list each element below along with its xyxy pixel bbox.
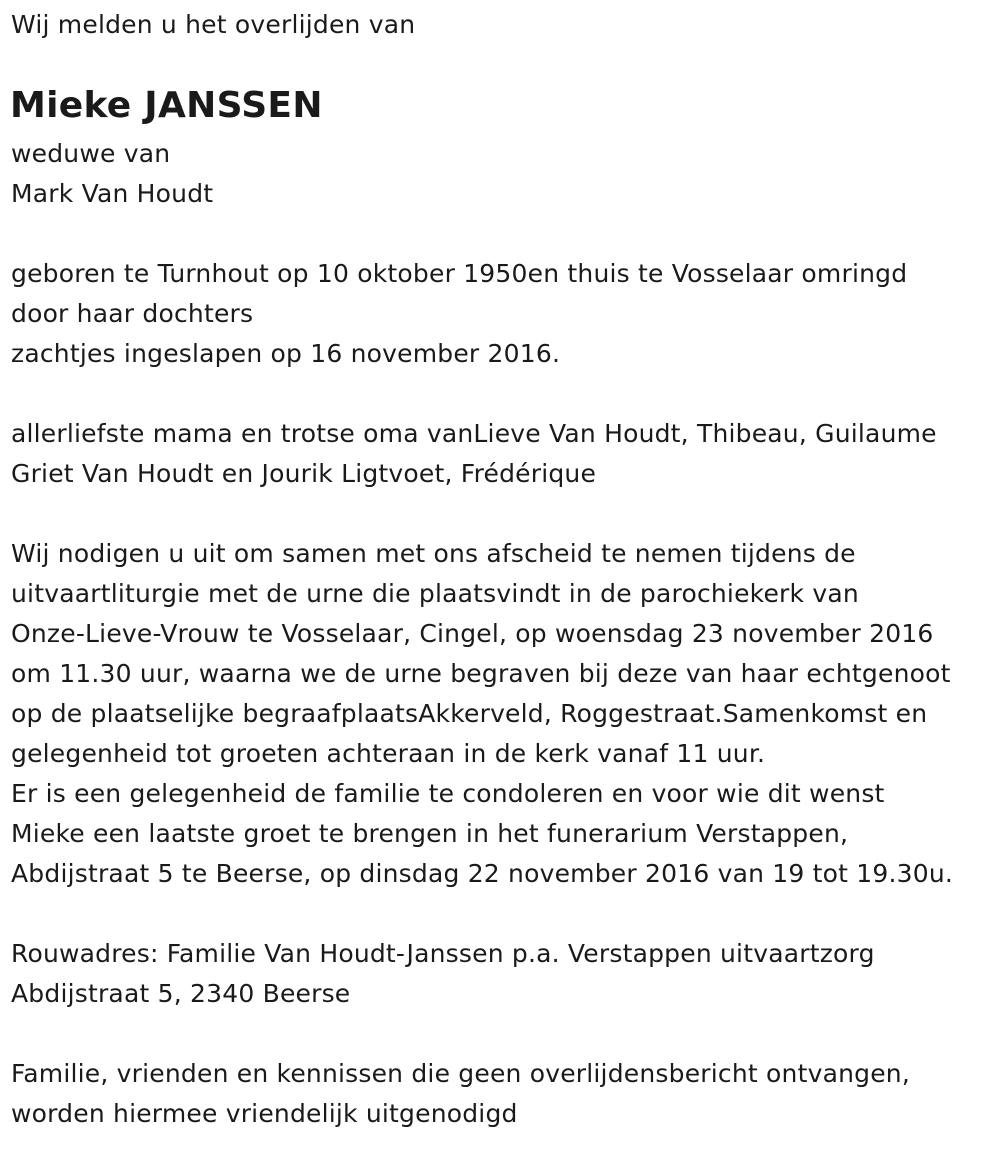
- closing-line: worden hiermee vriendelijk uitgenodigd: [11, 1099, 518, 1128]
- ceremony-line: op de plaatselijke begraafplaatsAkkerveld, Roggestraat.Samenkomst en: [11, 699, 928, 728]
- address-line: Abdijstraat 5, 2340 Beerse: [11, 979, 351, 1008]
- ceremony-line: om 11.30 uur, waarna we de urne begraven bij deze van haar echtgenoot: [11, 659, 951, 688]
- birth-death-line: geboren te Turnhout op 10 oktober 1950en thuis te Vosselaar omringd: [11, 259, 908, 288]
- relation-text: weduwe van: [11, 139, 171, 168]
- ceremony-line: Wij nodigen u uit om samen met ons afscheid te nemen tijdens de: [11, 539, 856, 568]
- family-line: Griet Van Houdt en Jourik Ligtvoet, Frédérique: [11, 459, 597, 488]
- birth-death-line: zachtjes ingeslapen op 16 november 2016.: [11, 339, 561, 368]
- family-line: allerliefste mama en trotse oma vanLieve Van Houdt, Thibeau, Guilaume: [11, 419, 937, 448]
- deceased-name: Mieke JANSSEN: [10, 85, 323, 126]
- ceremony-line: Onze-Lieve-Vrouw te Vosselaar, Cingel, op woensdag 23 november 2016: [11, 619, 934, 648]
- birth-death-line: door haar dochters: [11, 299, 254, 328]
- closing-line: Familie, vrienden en kennissen die geen overlijdensbericht ontvangen,: [11, 1059, 910, 1088]
- ceremony-line: Mieke een laatste groet te brengen in het funerarium Verstappen,: [11, 819, 849, 848]
- spouse-name: Mark Van Houdt: [11, 179, 214, 208]
- intro-text: Wij melden u het overlijden van: [11, 10, 416, 39]
- ceremony-line: uitvaartliturgie met de urne die plaatsvindt in de parochiekerk van: [11, 579, 859, 608]
- ceremony-line: Abdijstraat 5 te Beerse, op dinsdag 22 november 2016 van 19 tot 19.30u.: [11, 859, 954, 888]
- ceremony-line: gelegenheid tot groeten achteraan in de kerk vanaf 11 uur.: [11, 739, 766, 768]
- address-line: Rouwadres: Familie Van Houdt-Janssen p.a. Verstappen uitvaartzorg: [11, 939, 875, 968]
- ceremony-line: Er is een gelegenheid de familie te condoleren en voor wie dit wenst: [11, 779, 885, 808]
